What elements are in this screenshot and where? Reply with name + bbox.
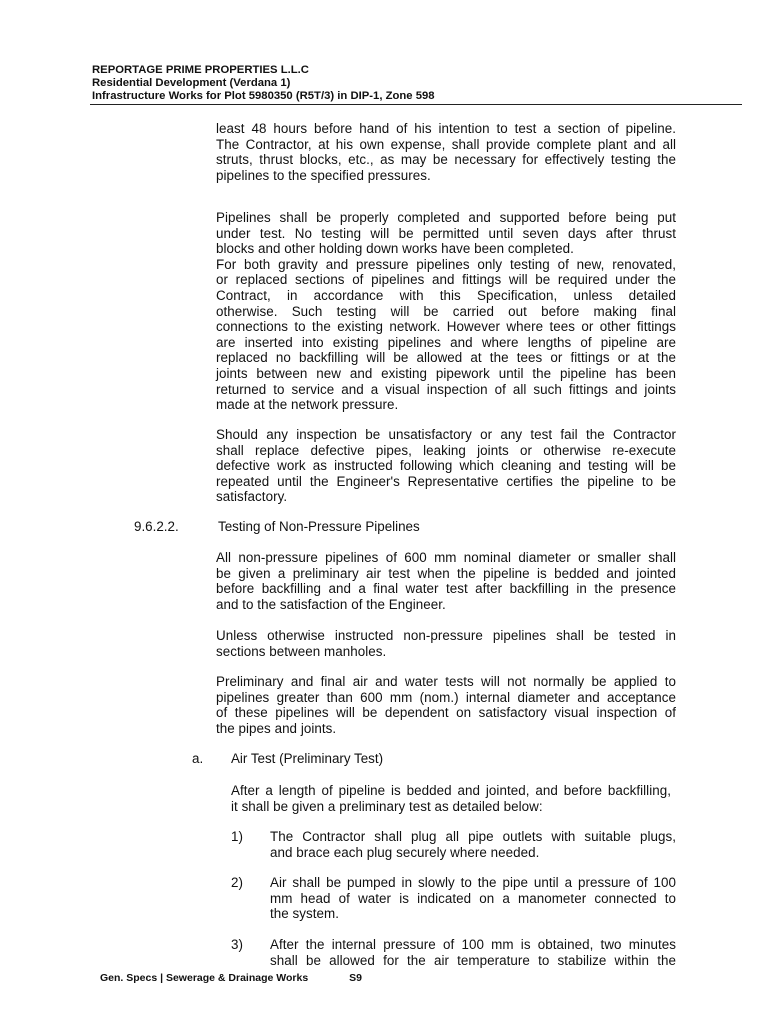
list-item [270,829,676,860]
text-line: and to the satisfaction of the Engineer. [216,596,446,612]
text-line: All non-pressure pipelines of 600 mm nominal diameter or smaller shall [216,550,676,565]
text-line: and brace each plug securely where needed. [270,844,540,860]
page-footer [100,972,362,984]
text-line: pipelines greater than 600 mm (nom.) internal diameter and acceptance [216,689,676,705]
header-company: REPORTAGE PRIME PROPERTIES L.L.C [92,64,309,76]
subsection-label: a. [192,751,204,766]
text-line: repeated until the Engineer's Representative certifies the pipeline to be [216,473,676,489]
subsection-title: Air Test (Preliminary Test) [231,751,384,766]
paragraph-non-pressure-tests [216,550,676,612]
text-line: be given a preliminary air test when the pipeline is bedded and jointed [216,565,676,581]
text-line: The Contractor, at his own expense, shall provide complete plant and all [216,136,676,152]
paragraph-test-notice [216,121,676,183]
text-line: are inserted into existing pipelines and where lengths of pipeline are [216,334,676,350]
text-line: pipelines to the specified pressures. [216,167,431,183]
header-divider [90,104,742,105]
text-line: the system. [270,906,340,922]
text-line: connections to the existing network. However where tees or other fittings [216,319,676,335]
text-line: Should any inspection be unsatisfactory or any test fail the Contractor [216,427,676,442]
text-line: shall be allowed for the air temperature to stabilize within the [270,952,676,968]
text-line: sections between manholes. [216,643,387,659]
list-item [270,875,676,922]
text-line: it shall be given a preliminary test as detailed below: [231,798,543,814]
page-number: S9 [349,972,362,984]
list-item [270,937,676,968]
paragraph-air-test-intro [231,783,671,814]
text-line: or replaced sections of pipelines and fittings will be required under the [216,272,676,288]
text-line: satisfactory. [216,489,288,505]
text-line: made at the network pressure. [216,397,399,413]
text-line: After a length of pipeline is bedded and jointed, and before backfilling, [231,783,671,798]
paragraph-sections-manholes [216,628,676,659]
text-line: joints between new and existing pipework until the pipeline has been [216,365,676,381]
list-item-number: 3) [231,937,243,952]
text-line: The Contractor shall plug all pipe outlets with suitable plugs, [270,829,676,844]
text-line: the pipes and joints. [216,720,337,736]
text-line: For both gravity and pressure pipelines only testing of new, renovated, [216,256,676,272]
paragraph-pipeline-completion [216,210,676,413]
header-project: Residential Development (Verdana 1) [92,77,291,89]
paragraph-inspection-failure [216,427,676,505]
text-line: Pipelines shall be properly completed and supported before being put [216,210,676,225]
list-item-number: 1) [231,829,243,844]
header-works: Infrastructure Works for Plot 5980350 (R5T/3) in DIP-1, Zone 598 [92,90,435,102]
text-line: least 48 hours before hand of his intention to test a section of pipeline. [216,121,676,136]
text-line: defective work as instructed following which cleaning and testing will be [216,458,676,474]
text-line: After the internal pressure of 100 mm is obtained, two minutes [270,937,676,952]
paragraph-large-pipelines [216,674,676,736]
text-line: Preliminary and final air and water tests will not normally be applied to [216,674,676,689]
text-line: struts, thrust blocks, etc., as may be necessary for effectively testing the [216,152,676,168]
list-item-number: 2) [231,875,243,890]
text-line: Air shall be pumped in slowly to the pipe until a pressure of 100 [270,875,676,890]
text-line: of these pipelines will be dependent on satisfactory visual inspection of [216,705,676,721]
footer-text: Gen. Specs | Sewerage & Drainage Works [100,972,309,984]
text-line: Unless otherwise instructed non-pressure pipelines shall be tested in [216,628,676,643]
text-line: blocks and other holding down works have been completed. [216,241,574,257]
page-header [92,64,742,103]
text-line: Contract, in accordance with this Specification, unless detailed [216,287,676,303]
text-line: replaced no backfilling will be allowed at the tees or fittings or at the [216,350,676,366]
text-line: shall replace defective pipes, leaking joints or otherwise re-execute [216,442,676,458]
text-line: otherwise. Such testing will be carried out before making final [216,303,676,319]
text-line: before backfilling and a final water test after backfilling in the presence [216,581,676,597]
section-number: 9.6.2.2. [134,519,179,534]
text-line: under test. No testing will be permitted until seven days after thrust [216,225,676,241]
text-line: returned to service and a visual inspection of all such fittings and joints [216,381,676,397]
text-line: mm head of water is indicated on a manometer connected to [270,890,676,906]
section-title: Testing of Non-Pressure Pipelines [218,519,420,534]
